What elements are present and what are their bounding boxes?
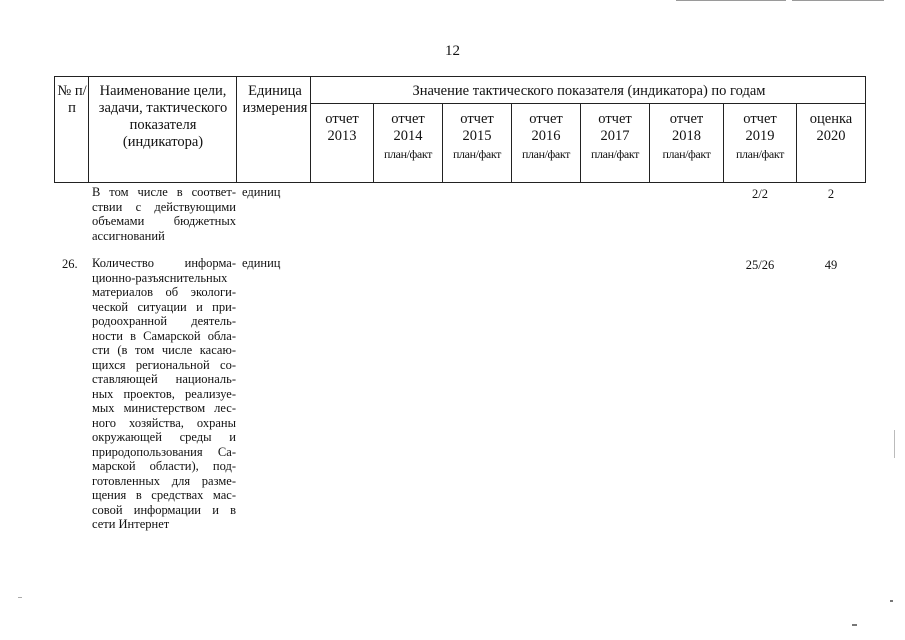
value-2020: 2 (827, 187, 835, 201)
scan-artifact (852, 624, 857, 626)
unit-cell: единиц (242, 256, 281, 270)
header-year-2015: отчет 2015 план/факт (453, 111, 501, 161)
header-name: Наименование цели, задачи, тактического показателя (индикатора) (98, 83, 228, 150)
header-values-group: Значение тактического показателя (индикатора) по годам (412, 83, 766, 99)
indicator-name: Количество информационно-разъяснительных материалов об экологической ситуации и природоохранной деятельности в Самарской области (в том числе касающихся региональной составляющей национальных проектов, реализуемых министерством лесного хозяйства, охраны окружающей среды и природопользования Самарской области), подготовленных для размещения в средствах массовой информации и в сети Интернет (92, 256, 236, 531)
scan-artifact (894, 430, 895, 458)
scan-edge-line (792, 0, 884, 1)
row-number: 26. (62, 257, 78, 271)
value-2019: 25/26 (745, 258, 775, 272)
header-num: № п/п (57, 83, 87, 116)
unit-cell: единиц (242, 185, 281, 199)
group-header-underline (310, 103, 865, 104)
header-year-2018: отчет 2018 план/факт (662, 111, 711, 161)
value-2019: 2/2 (752, 187, 768, 201)
header-year-2013: отчет 2013 (325, 111, 359, 144)
table-header (54, 76, 866, 183)
column-divider (88, 77, 89, 182)
header-unit: Единица измерения (242, 83, 308, 116)
header-year-2014: отчет 2014 план/факт (384, 111, 432, 161)
scan-artifact (18, 597, 22, 598)
header-year-2020: оценка 2020 (809, 111, 853, 144)
header-year-2017: отчет 2017 план/факт (591, 111, 639, 161)
page-number: 12 (445, 43, 460, 59)
scan-edge-line (676, 0, 786, 1)
indicator-name: В том числе в соответствии с действующими объемами бюджетных ассигнований (92, 185, 236, 243)
value-2020: 49 (824, 258, 838, 272)
header-year-2019: отчет 2019 план/факт (736, 111, 784, 161)
column-divider (236, 77, 237, 182)
header-year-2016: отчет 2016 план/факт (522, 111, 570, 161)
scan-artifact (890, 600, 893, 602)
